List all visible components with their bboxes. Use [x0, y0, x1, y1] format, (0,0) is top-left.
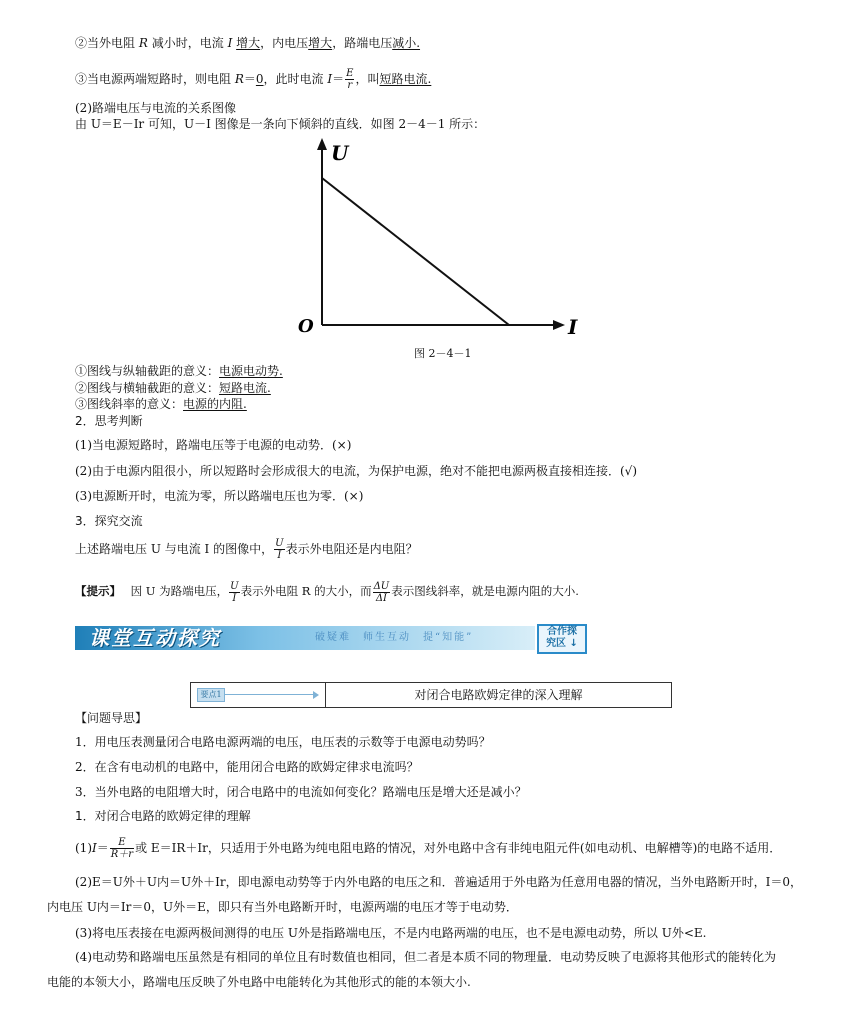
section-intro: 由 U＝E－Ir 可知，U－I 图像是一条向下倾斜的直线．如图 2－4－1 所示： [75, 117, 486, 131]
guide-heading: 【问题导思】 [75, 711, 148, 725]
list-item-2 [75, 35, 420, 51]
answer-blank: 电源的内阻. [183, 397, 247, 411]
tag-line: 合作探 [547, 626, 577, 637]
var-i: I [327, 72, 333, 86]
answer-blank: 0 [255, 72, 264, 86]
text: ＝ [332, 72, 345, 86]
text: ，路端电压 [332, 36, 393, 50]
judge-item-3: (3)电源断开时，电流为零，所以路端电压也为零．(×) [75, 489, 364, 503]
judge-heading: 2．思考判断 [75, 414, 143, 428]
var-i: I [92, 841, 97, 855]
numerator: E [346, 68, 354, 79]
hint [75, 580, 579, 604]
numerator: E [110, 837, 134, 849]
understand-heading: 1．对闭合电路的欧姆定律的理解 [75, 809, 251, 823]
understand-p2-line2: 内电压 U内＝Ir＝0，U外＝E，即只有当外电路断开时，电源两端的电压才等于电动势． [47, 900, 518, 914]
guide-q3: 3．当外电路的电阻增大时，闭合电路中的电流如何变化？路端电压是增大还是减小？ [75, 785, 527, 799]
understand-p1 [75, 836, 781, 860]
text: 表示外电阻 R 的大小，而 [240, 584, 372, 598]
judge-item-1: (1)当电源短路时，路端电压等于电源的电动势．(×) [75, 438, 352, 452]
banner-title: 课堂互动探究 [89, 626, 221, 650]
text: 上述路端电压 U 与电流 I 的图像中， [75, 542, 274, 556]
list-item-3 [75, 68, 431, 91]
meaning-1 [75, 363, 283, 379]
tag-rule [225, 694, 317, 695]
numerator: U [275, 538, 284, 549]
text: 因 U 为路端电压， [130, 584, 229, 598]
text: ②图线与横轴截距的意义： [75, 381, 220, 395]
x-axis-label: I [568, 315, 578, 339]
understand-p2-line1: (2)E＝U外＋U内＝U外＋Ir，即电源电动势等于内外电路的电压之和．普遍适用于外电路为任意用电器的情况，当外电路断开时，I＝0， [75, 875, 802, 889]
tag-line: 究区 ↓ [546, 638, 578, 649]
topic-box [190, 682, 672, 708]
arrow-icon [313, 691, 319, 699]
numerator: ΔU [373, 580, 390, 592]
explore-question [75, 538, 418, 561]
text: ③图线斜率的意义： [75, 397, 184, 411]
fraction [345, 68, 354, 91]
understand-p4-line1: (4)电动势和路端电压虽然是有相同的单位且有时数值也相同，但二者是本质不同的物理量．电动势反映了电源将其他形式的能转化为 [75, 950, 777, 964]
answer-blank: 增大 [236, 36, 261, 50]
text: (1) [75, 841, 92, 855]
text: ，叫 [355, 72, 380, 86]
text: ，此时电流 [263, 72, 324, 86]
u-i-graph [295, 138, 585, 343]
text: ＝ [243, 72, 256, 86]
figure-caption: 图 2－4－1 [414, 347, 472, 360]
answer-blank: 减小. [392, 36, 421, 50]
text: ＝ [96, 841, 109, 855]
var-r: R [138, 36, 148, 50]
denominator: I [277, 550, 282, 561]
meaning-2 [75, 380, 271, 396]
topic-tag-cell [191, 683, 326, 707]
fraction [274, 538, 284, 561]
answer-blank: 电源电动势. [219, 364, 283, 378]
text: ③当电源两端短路时，则电阻 [75, 72, 232, 86]
section-heading: (2)路端电压与电流的关系图像 [75, 101, 236, 115]
judge-item-2: (2)由于电源内阻很小，所以短路时会形成很大的电流，为保护电源，绝对不能把电源两极直接相连接．(√) [75, 464, 638, 478]
topic-title: 对闭合电路欧姆定律的深入理解 [414, 688, 583, 702]
answer-blank: 短路电流. [219, 381, 271, 395]
understand-p3: (3)将电压表接在电源两极间测得的电压 U外是指路端电压，不是内电路两端的电压，也不是电源电动势，所以 U外<E. [75, 926, 707, 940]
section-banner [75, 624, 587, 652]
text: ②当外电阻 [75, 36, 136, 50]
topic-tag: 要点1 [197, 688, 225, 702]
var-i: I [227, 36, 233, 50]
fraction [229, 581, 239, 604]
var-r: R [234, 72, 244, 86]
guide-q2: 2．在含有电动机的电路中，能用闭合电路的欧姆定律求电流吗？ [75, 760, 419, 774]
cooperate-tag [537, 624, 587, 654]
x-arrow-icon [553, 320, 565, 330]
y-axis-label: U [331, 141, 349, 165]
denominator: I [232, 592, 237, 604]
answer-blank: 增大 [308, 36, 333, 50]
guide-q1: 1．用电压表测量闭合电路电源两端的电压，电压表的示数等于电源电动势吗？ [75, 735, 491, 749]
text: 表示图线斜率，就是电源内阻的大小. [391, 584, 579, 598]
text: 减小时，电流 [151, 36, 224, 50]
text: 或 E＝IR＋Ir，只适用于外电路为纯电阻电路的情况，对外电路中含有非纯电阻元件(如电动机、电解槽等)的电路不适用． [135, 841, 782, 855]
banner-slogan: 破疑难 师生互动 提“知能” [315, 632, 474, 643]
meaning-3 [75, 396, 247, 412]
fraction [373, 581, 391, 604]
series-line [322, 178, 509, 325]
text: ，内电压 [260, 36, 309, 50]
denominator: ΔI [375, 592, 387, 604]
denominator: r [347, 80, 353, 91]
numerator: U [230, 580, 239, 592]
explore-heading: 3．探究交流 [75, 514, 143, 528]
fraction [110, 837, 134, 860]
origin-label: O [298, 316, 314, 337]
text: 表示外电阻还是内电阻？ [285, 542, 418, 556]
text: ①图线与纵轴截距的意义： [75, 364, 220, 378]
y-arrow-icon [317, 138, 327, 150]
answer-blank: 短路电流. [379, 72, 432, 86]
denominator: R＋r [110, 849, 134, 860]
understand-p4-line2: 电能的本领大小，路端电压反映了外电路中电能转化为其他形式的能的本领大小. [47, 975, 471, 989]
hint-label: 【提示】 [75, 584, 121, 598]
